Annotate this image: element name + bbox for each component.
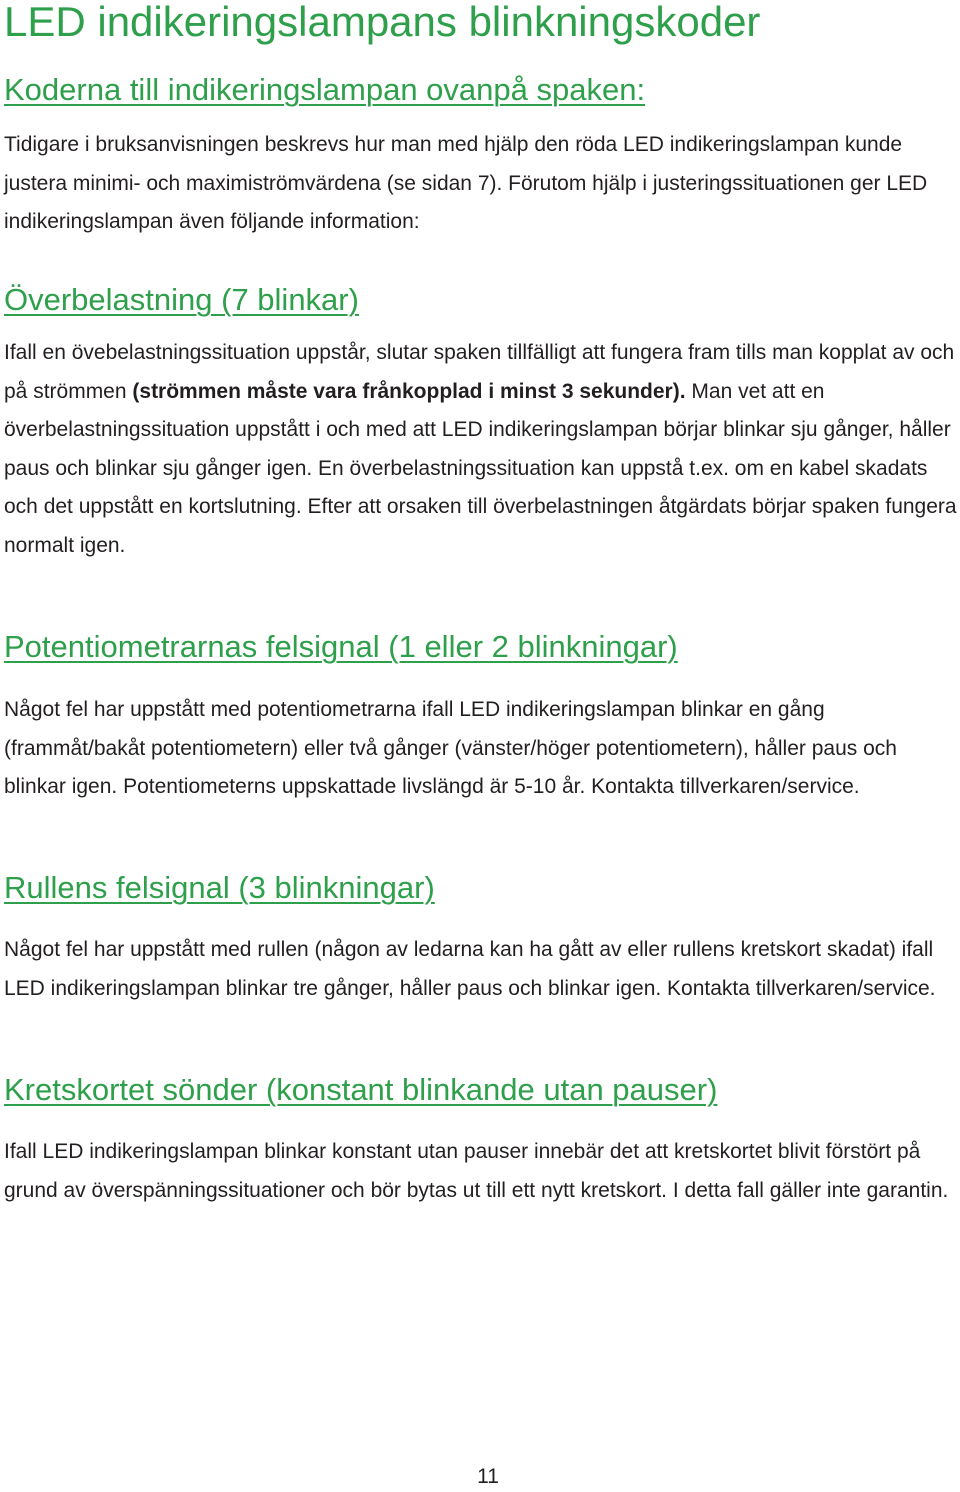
section-body-roller: Något fel har uppstått med rullen (någon av ledarna kan ha gått av eller rullens kretskort skadat) ifall LED indikeringslampan blinkar tre gånger, håller paus och blinkar igen. Kontakta tillverkaren/service. <box>4 938 936 1000</box>
section-heading-potentiometer: Potentiometrarnas felsignal (1 eller 2 blinkningar) <box>4 629 678 664</box>
section-heading-circuit-board: Kretskortet sönder (konstant blinkande utan pauser) <box>4 1072 718 1107</box>
section-heading-indicator-codes: Koderna till indikeringslampan ovanpå spaken: <box>4 72 646 107</box>
overload-text-bold: (strömmen måste vara frånkopplad i minst 3 sekunder). <box>132 379 686 403</box>
section-body-indicator-codes: Tidigare i bruksanvisningen beskrevs hur man med hjälp den röda LED indikeringslampan kunde justera minimi- och maximiströmvärdena (se sidan 7). Förutom hjälp i justeringssituationen ger LED indikeringslampan även följande information: <box>4 133 928 234</box>
overload-text-after: Man vet att en överbelastningssituation uppstått i och med att LED indikeringslampan börjar blinkar sju gånger, håller paus och blinkar sju gånger igen. En överbelastningssituation kan uppstå t.ex. om en kabel skadats och det uppstått en kortslutning. Efter att orsaken till överbelastningen åtgärdats börjar spaken fungera normalt igen. <box>4 379 957 557</box>
section-body-overload <box>4 334 958 566</box>
section-body-circuit-board: Ifall LED indikeringslampan blinkar konstant utan pauser innebär det att kretskortet blivit förstört på grund av överspänningssituationer och bör bytas ut till ett nytt kretskort. I detta fall gäller inte garantin. <box>4 1140 949 1202</box>
page-title: LED indikeringslampans blinkningskoder <box>4 0 761 45</box>
overload-text-before: Ifall en övebelastningssituation uppstår, slutar spaken tillfälligt att fungera fram tills man kopplat av och på strömmen <box>4 341 955 403</box>
section-heading-overload: Överbelastning (7 blinkar) <box>4 282 359 317</box>
page-number: 11 <box>477 1465 499 1488</box>
section-body-potentiometer: Något fel har uppstått med potentiometrarna ifall LED indikeringslampan blinkar en gång (frammåt/bakåt potentiometern) eller två gånger (vänster/höger potentiometern), håller paus och blinkar igen. Potentiometerns uppskattade livslängd är 5-10 år. Kontakta tillverkaren/service. <box>4 698 897 799</box>
section-heading-roller: Rullens felsignal (3 blinkningar) <box>4 870 435 905</box>
